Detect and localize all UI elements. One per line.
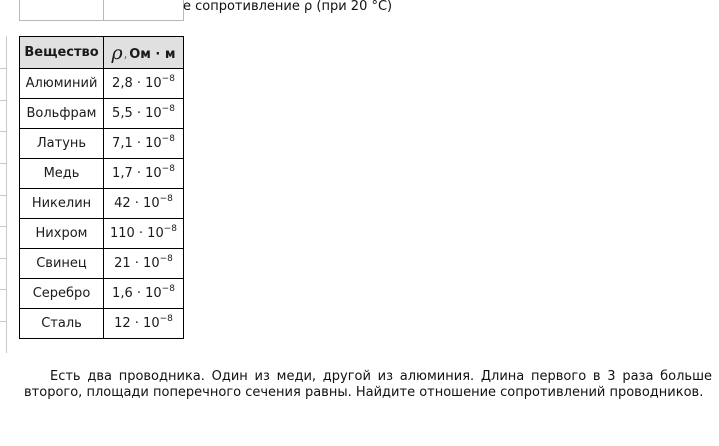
table-header-row bbox=[20, 37, 184, 69]
substance-cell: Алюминий bbox=[20, 69, 104, 99]
resistivity-mantissa: 110 · 10 bbox=[109, 226, 164, 241]
substance-cell: Сталь bbox=[20, 309, 104, 339]
resistivity-mantissa: 1,7 · 10 bbox=[112, 166, 162, 181]
resistivity-mantissa: 21 · 10 bbox=[114, 256, 160, 271]
rho-symbol: ρ bbox=[111, 41, 123, 64]
resistivity-exponent: −8 bbox=[163, 224, 178, 234]
substance-cell: Серебро bbox=[20, 279, 104, 309]
resistivity-mantissa: 5,5 · 10 bbox=[112, 106, 162, 121]
header-separator: , bbox=[123, 47, 128, 61]
substance-cell: Латунь bbox=[20, 129, 104, 159]
header-resistivity bbox=[104, 37, 184, 69]
resistivity-mantissa: 7,1 · 10 bbox=[112, 136, 162, 151]
table-row bbox=[20, 309, 184, 339]
table-row bbox=[20, 69, 184, 99]
previous-table-cell-2 bbox=[103, 0, 184, 21]
substance-cell: Никелин bbox=[20, 189, 104, 219]
substance-cell: Вольфрам bbox=[20, 99, 104, 129]
resistivity-exponent: −8 bbox=[159, 254, 173, 264]
resistivity-cell bbox=[104, 99, 184, 129]
resistivity-cell bbox=[104, 189, 184, 219]
table-row bbox=[20, 99, 184, 129]
resistivity-cell bbox=[104, 279, 184, 309]
previous-table-cell-1 bbox=[19, 0, 104, 21]
table-row bbox=[20, 189, 184, 219]
table-row bbox=[20, 219, 184, 249]
resistivity-cell bbox=[104, 69, 184, 99]
resistivity-exponent: −8 bbox=[161, 284, 175, 294]
header-substance: Вещество bbox=[20, 37, 104, 69]
table-row bbox=[20, 249, 184, 279]
resistivity-mantissa: 12 · 10 bbox=[114, 316, 160, 331]
problem-text: Есть два проводника. Один из меди, другой из алюминия. Длина первого в 3 раза больше второго, площади поперечного сечения равны. Найдите отношение сопротивлений проводников. bbox=[24, 369, 712, 400]
resistivity-exponent: −8 bbox=[161, 164, 175, 174]
table-row bbox=[20, 129, 184, 159]
table-row bbox=[20, 159, 184, 189]
adjacent-table-edge bbox=[0, 36, 7, 353]
resistivity-mantissa: 1,6 · 10 bbox=[112, 286, 162, 301]
resistivity-exponent: −8 bbox=[161, 134, 175, 144]
resistivity-cell bbox=[104, 219, 184, 249]
resistivity-exponent: −8 bbox=[159, 194, 173, 204]
resistivity-exponent: −8 bbox=[161, 104, 175, 114]
substance-cell: Медь bbox=[20, 159, 104, 189]
resistivity-exponent: −8 bbox=[161, 74, 175, 84]
resistivity-cell bbox=[104, 129, 184, 159]
table-row bbox=[20, 279, 184, 309]
resistivity-mantissa: 2,8 · 10 bbox=[112, 76, 162, 91]
resistivity-exponent: −8 bbox=[159, 314, 173, 324]
resistivity-cell bbox=[104, 159, 184, 189]
resistivity-table bbox=[19, 36, 184, 339]
resistivity-mantissa: 42 · 10 bbox=[114, 196, 160, 211]
table-caption: е сопротивление ρ (при 20 °С) bbox=[183, 0, 393, 14]
resistivity-cell bbox=[104, 249, 184, 279]
resistivity-cell bbox=[104, 309, 184, 339]
header-unit: Ом · м bbox=[129, 46, 176, 62]
substance-cell: Нихром bbox=[20, 219, 104, 249]
substance-cell: Свинец bbox=[20, 249, 104, 279]
